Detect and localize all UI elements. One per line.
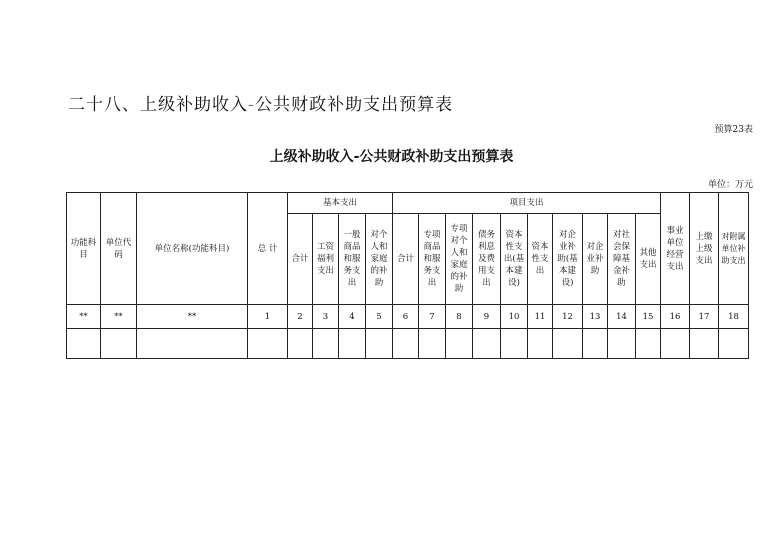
header-project-col: 资本 性支 出 (528, 214, 553, 305)
cell-empty (473, 329, 501, 359)
cell-empty (661, 329, 690, 359)
cell-index-number: 8 (446, 305, 473, 329)
table-row (67, 305, 749, 329)
cell-empty (608, 329, 636, 359)
header-basic-col: 对个 人和 家庭 的补 助 (366, 214, 393, 305)
cell-empty (446, 329, 473, 359)
header-basic-col: 合计 (288, 214, 313, 305)
cell-empty (339, 329, 366, 359)
cell-empty (690, 329, 719, 359)
cell-empty (366, 329, 393, 359)
cell-index-number: 12 (553, 305, 583, 329)
cell-empty (137, 329, 248, 359)
header-project-col: 对企 业补 助 (583, 214, 608, 305)
header-unit-name: 单位名称(功能科目) (137, 193, 248, 305)
cell-func: ** (67, 305, 101, 329)
cell-empty (419, 329, 446, 359)
cell-empty (528, 329, 553, 359)
header-total: 总 计 (248, 193, 288, 305)
header-business: 事业 单位 经营 支出 (661, 193, 690, 305)
cell-empty (553, 329, 583, 359)
header-project-col: 债务 利息 及费 用支 出 (473, 214, 501, 305)
header-basic-col: 一般 商品 和服 务支 出 (339, 214, 366, 305)
header-project-col: 合计 (393, 214, 419, 305)
header-affiliate: 对附属 单位补 助支出 (719, 193, 749, 305)
cell-empty (248, 329, 288, 359)
cell-empty (288, 329, 313, 359)
cell-index-number: 15 (636, 305, 661, 329)
header-basic-group: 基本支出 (288, 193, 393, 214)
unit-label: 单位：万元 (707, 180, 753, 190)
cell-unit-code: ** (101, 305, 137, 329)
cell-index-number: 1 (248, 305, 288, 329)
cell-index-number: 14 (608, 305, 636, 329)
section-title: 二十八、上级补助收入-公共财政补助支出预算表 (68, 95, 454, 115)
cell-index-number: 9 (473, 305, 501, 329)
cell-index-number: 11 (528, 305, 553, 329)
cell-index-number: 6 (393, 305, 419, 329)
cell-index-number: 3 (313, 305, 339, 329)
cell-empty (313, 329, 339, 359)
header-unit-code: 单位代 码 (101, 193, 137, 305)
budget-table (66, 192, 749, 359)
cell-empty (719, 329, 749, 359)
cell-empty (101, 329, 137, 359)
cell-index-number: 13 (583, 305, 608, 329)
table-title: 上级补助收入-公共财政补助支出预算表 (269, 149, 514, 165)
header-project-col: 对企 业补 助(基 本建 设) (553, 214, 583, 305)
header-project-col: 其他 支出 (636, 214, 661, 305)
cell-empty (636, 329, 661, 359)
header-project-col: 专项 商品 和服 务支 出 (419, 214, 446, 305)
cell-index-number: 2 (288, 305, 313, 329)
header-project-col: 对社 会保 障基 金补 助 (608, 214, 636, 305)
header-basic-col: 工资 福利 支出 (313, 214, 339, 305)
cell-empty (67, 329, 101, 359)
header-func: 功能科 目 (67, 193, 101, 305)
cell-index-number: 7 (419, 305, 446, 329)
cell-empty (583, 329, 608, 359)
table-row (67, 329, 749, 359)
header-project-group: 项目支出 (393, 193, 661, 214)
cell-empty (393, 329, 419, 359)
cell-index-number: 18 (719, 305, 749, 329)
cell-empty (501, 329, 528, 359)
cell-index-number: 16 (661, 305, 690, 329)
header-project-col: 资本 性支 出(基 本建 设) (501, 214, 528, 305)
cell-unit-name: ** (137, 305, 248, 329)
header-project-col: 专项 对个 人和 家庭 的补 助 (446, 214, 473, 305)
table-number: 预算23表 (714, 125, 753, 135)
cell-index-number: 4 (339, 305, 366, 329)
cell-index-number: 5 (366, 305, 393, 329)
cell-index-number: 17 (690, 305, 719, 329)
cell-index-number: 10 (501, 305, 528, 329)
header-upper: 上缴 上级 支出 (690, 193, 719, 305)
